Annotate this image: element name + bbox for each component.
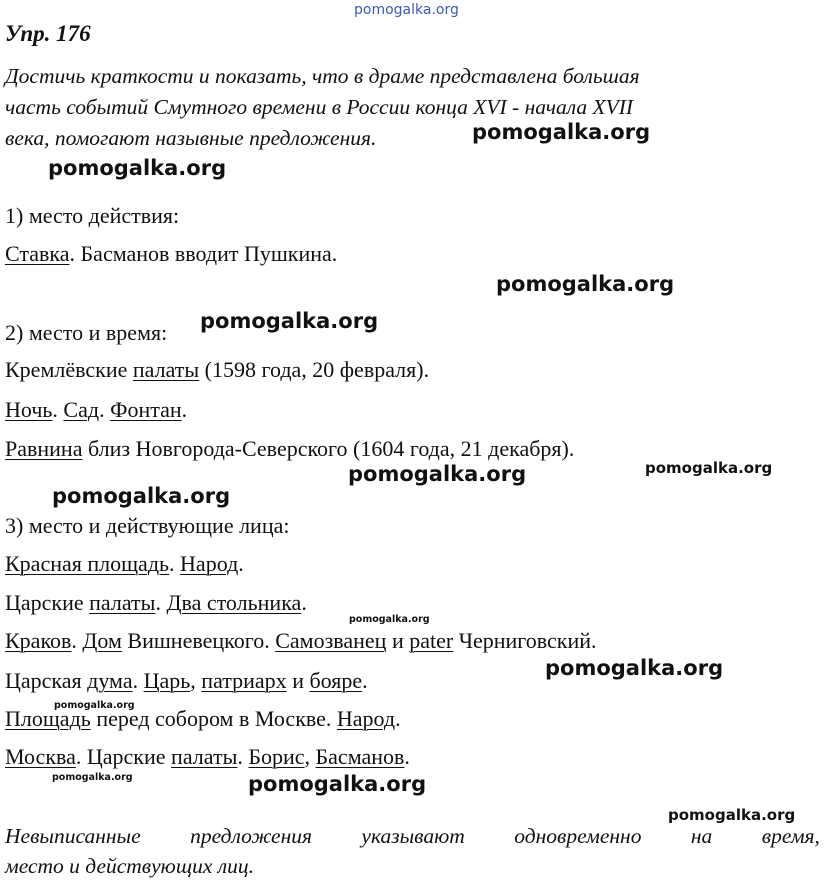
text-segment: (1598 года, 20 февраля). bbox=[199, 357, 430, 382]
example-line bbox=[5, 436, 574, 462]
underlined-word: Народ bbox=[180, 551, 239, 576]
text-segment: и bbox=[286, 668, 310, 693]
watermark-text: pomogalka.org bbox=[545, 656, 724, 680]
underlined-word: Ставка bbox=[5, 241, 70, 266]
conclusion-word: Невыписанные bbox=[5, 824, 141, 848]
underlined-word: Борис bbox=[248, 744, 305, 769]
watermark-text: pomogalka.org bbox=[496, 272, 675, 296]
text-segment: . bbox=[71, 628, 83, 653]
underlined-word: палаты bbox=[132, 357, 200, 382]
text-segment: . bbox=[237, 744, 249, 769]
underlined-word: Фонтан bbox=[110, 397, 182, 422]
underlined-word: Равнина bbox=[5, 436, 83, 461]
underlined-word: Площадь bbox=[5, 706, 91, 731]
example-line bbox=[5, 628, 597, 654]
watermark-text: pomogalka.org bbox=[354, 2, 459, 18]
underlined-word: Царь bbox=[143, 668, 191, 693]
watermark-text: pomogalka.org bbox=[668, 806, 796, 824]
text-segment: . bbox=[99, 397, 111, 422]
example-line bbox=[5, 397, 187, 423]
conclusion-word: время, bbox=[761, 824, 820, 848]
text-segment: . bbox=[395, 706, 401, 731]
example-line bbox=[5, 551, 244, 577]
text-segment: . bbox=[238, 551, 244, 576]
watermark-text: pomogalka.org bbox=[52, 772, 133, 783]
text-segment: . bbox=[404, 744, 410, 769]
example-line bbox=[5, 590, 307, 616]
text-segment: близ Новгорода-Северского (1604 года, 21 декабря). bbox=[82, 436, 575, 461]
underlined-word: дума bbox=[87, 668, 133, 693]
underlined-word: Басманов bbox=[315, 744, 405, 769]
section-heading: 2) место и время: bbox=[5, 320, 168, 345]
text-segment: перед собором в Москве. bbox=[90, 706, 337, 731]
example-line bbox=[5, 668, 368, 694]
text-segment: . bbox=[52, 397, 64, 422]
watermark-text: pomogalka.org bbox=[54, 700, 135, 711]
conclusion-word: на bbox=[690, 824, 713, 848]
conclusion-line: место и действующих лиц. bbox=[5, 854, 254, 878]
task-line: Достичь краткости и показать, что в драме представлена большая bbox=[5, 64, 640, 88]
underlined-word: Два стольника bbox=[166, 590, 302, 615]
underlined-word: Краков bbox=[5, 628, 72, 653]
conclusion-word: одновременно bbox=[514, 824, 642, 848]
text-segment: . bbox=[132, 668, 144, 693]
text-segment: . Царские bbox=[75, 744, 172, 769]
underlined-word: pater bbox=[409, 628, 454, 653]
text-segment: Царские bbox=[5, 590, 90, 615]
example-line bbox=[5, 241, 337, 267]
watermark-text: pomogalka.org bbox=[348, 462, 527, 486]
underlined-word: Ночь bbox=[5, 397, 53, 422]
task-line: века, помогают назывные предложения. bbox=[5, 126, 377, 150]
text-segment: . bbox=[181, 397, 188, 422]
text-segment: . bbox=[169, 551, 181, 576]
example-line bbox=[5, 357, 429, 383]
text-segment: . bbox=[591, 628, 597, 653]
underlined-word: Москва bbox=[5, 744, 76, 769]
text-segment: . bbox=[362, 668, 368, 693]
underlined-word: палаты bbox=[171, 744, 238, 769]
exercise-number: Упр. 176 bbox=[5, 21, 91, 46]
conclusion-line bbox=[5, 823, 820, 849]
task-line: часть событий Смутного времени в России конца XVI - начала XVII bbox=[5, 95, 634, 119]
text-segment: и bbox=[386, 628, 410, 653]
watermark-text: pomogalka.org bbox=[48, 156, 227, 180]
watermark-text: pomogalka.org bbox=[472, 120, 651, 144]
underlined-word: бояре bbox=[309, 668, 363, 693]
underlined-word: Дом bbox=[82, 628, 122, 653]
text-segment: . Басманов вводит Пушкина. bbox=[69, 241, 338, 266]
watermark-text: pomogalka.org bbox=[349, 614, 430, 625]
underlined-word: палаты bbox=[89, 590, 156, 615]
section-heading: 1) место действия: bbox=[5, 203, 180, 228]
text-segment: , bbox=[304, 744, 316, 769]
underlined-word: Народ bbox=[336, 706, 396, 731]
example-line bbox=[5, 744, 410, 770]
example-line bbox=[5, 706, 401, 732]
watermark-text: pomogalka.org bbox=[248, 772, 427, 796]
text-segment: . bbox=[301, 590, 307, 615]
text-segment: , bbox=[190, 668, 202, 693]
text-segment: Царская bbox=[5, 668, 88, 693]
underlined-word: Сад bbox=[63, 397, 100, 422]
conclusion-word: предложения bbox=[190, 824, 312, 848]
text-segment: Черниговский bbox=[453, 628, 592, 653]
conclusion-word: указывают bbox=[361, 824, 465, 848]
watermark-text: pomogalka.org bbox=[52, 484, 231, 508]
text-segment: . bbox=[155, 590, 167, 615]
underlined-word: патриарх bbox=[201, 668, 287, 693]
underlined-word: Красная площадь bbox=[5, 551, 170, 576]
section-heading: 3) место и действующие лица: bbox=[5, 513, 290, 538]
underlined-word: Самозванец bbox=[275, 628, 387, 653]
text-segment: Вишневецкого. bbox=[121, 628, 276, 653]
watermark-text: pomogalka.org bbox=[645, 459, 773, 477]
watermark-text: pomogalka.org bbox=[200, 309, 379, 333]
text-segment: Кремлёвские bbox=[5, 357, 133, 382]
